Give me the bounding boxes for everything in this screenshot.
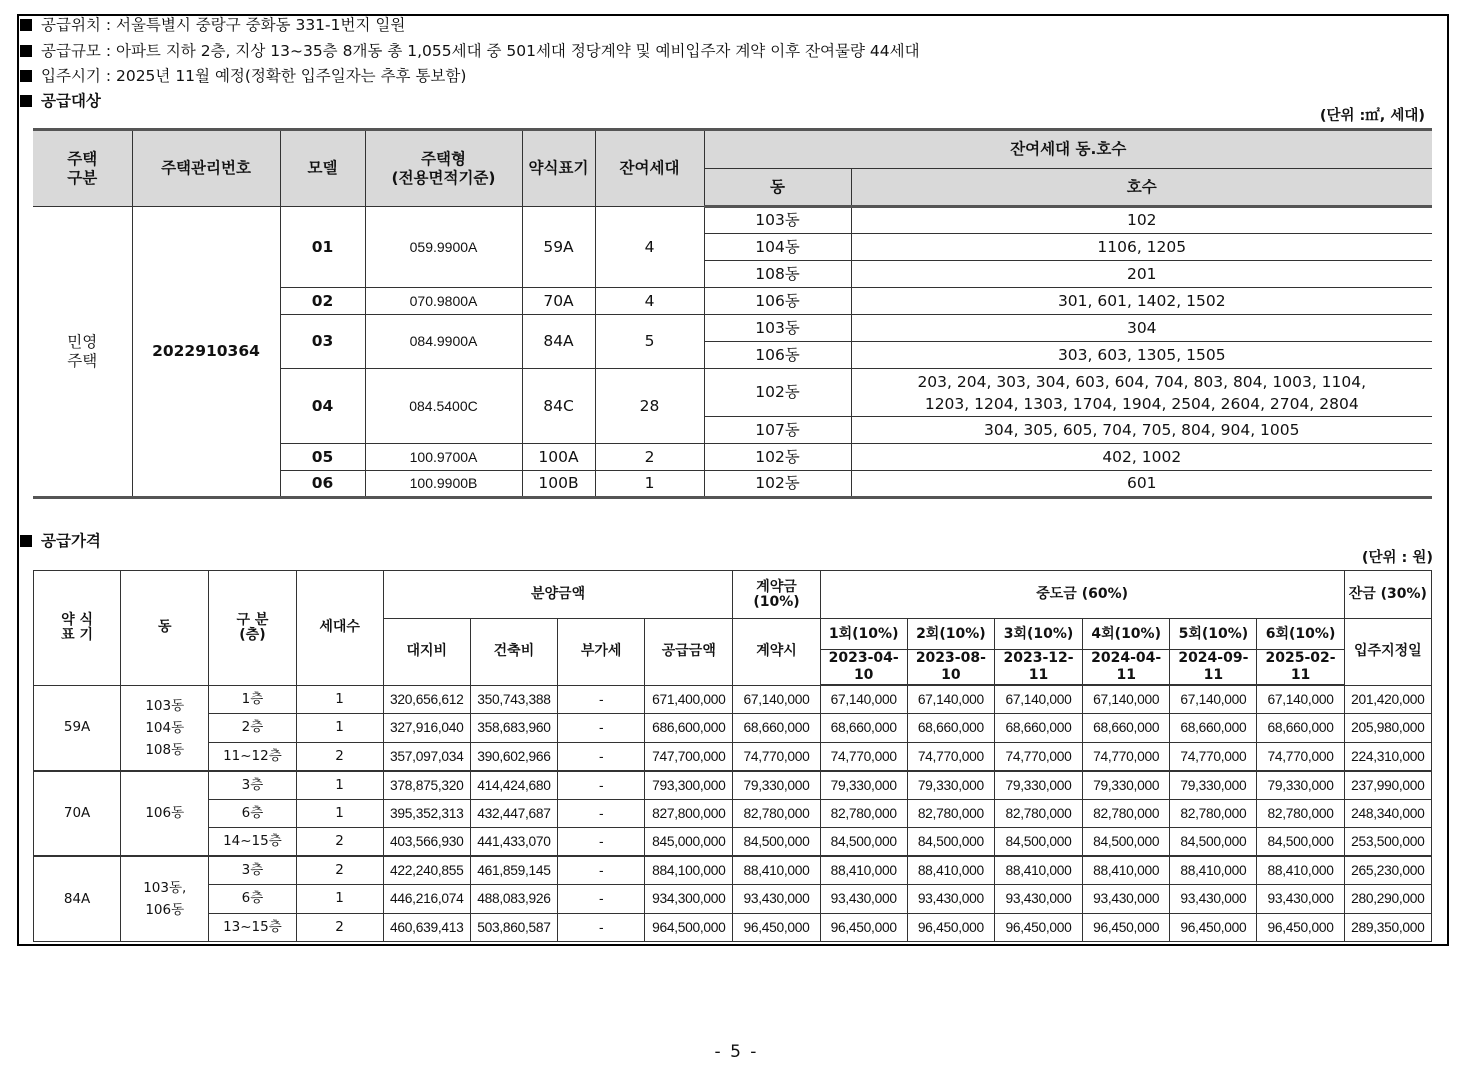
- dong-cell: 107동: [704, 417, 851, 444]
- vat-cell: -: [558, 685, 645, 714]
- abbr-cell: 84C: [522, 369, 595, 444]
- balance-cell: 237,990,000: [1344, 771, 1431, 800]
- price-header-abbr: 약 식 표 기: [34, 571, 121, 686]
- unit-label-won: (단위 : 원): [1361, 550, 1433, 566]
- dong-cell: 106동: [704, 342, 851, 369]
- dong-cell: 104동: [704, 234, 851, 261]
- ho-cell: 304, 305, 605, 704, 705, 804, 904, 1005: [851, 417, 1432, 444]
- installment-date: 2023-08-10: [907, 650, 994, 686]
- installment-amount-cell: 79,330,000: [1257, 771, 1344, 800]
- bullet-square-icon: [20, 70, 32, 82]
- price-row: [34, 856, 1432, 885]
- header-house-type: 주택형 (전용면적기준): [365, 130, 522, 207]
- dong-cell: 106동: [704, 288, 851, 315]
- ho-cell: 402, 1002: [851, 444, 1432, 471]
- supply-price-cell: 964,500,000: [645, 913, 733, 942]
- deposit-cell: 74,770,000: [733, 742, 820, 771]
- deposit-cell: 93,430,000: [733, 885, 820, 914]
- floor-cell: 6층: [209, 799, 296, 828]
- deposit-cell: 82,780,000: [733, 799, 820, 828]
- supply-price-cell: 747,700,000: [645, 742, 733, 771]
- info-line-scale: [20, 41, 920, 61]
- building-price-cell: 358,683,960: [470, 714, 557, 743]
- price-header-floor: 구 분 (층): [209, 571, 296, 686]
- section-title-text: 공급대상: [41, 92, 101, 110]
- deposit-cell: 79,330,000: [733, 771, 820, 800]
- supply-price-cell: 827,800,000: [645, 799, 733, 828]
- price-row: [34, 913, 1432, 942]
- installment-amount-cell: 84,500,000: [1083, 828, 1170, 857]
- balance-cell: 289,350,000: [1344, 913, 1431, 942]
- supply-price-cell: 793,300,000: [645, 771, 733, 800]
- installment-amount-cell: 67,140,000: [1083, 685, 1170, 714]
- section-title-text: 공급가격: [41, 532, 101, 550]
- installment-amount-cell: 68,660,000: [820, 714, 907, 743]
- floor-cell: 3층: [209, 771, 296, 800]
- price-row: [34, 828, 1432, 857]
- balance-cell: 205,980,000: [1344, 714, 1431, 743]
- section-title-supply-price: [20, 531, 101, 551]
- installment-label: 3회(10%): [994, 619, 1082, 650]
- units-cell: 1: [296, 799, 383, 828]
- price-row: [34, 714, 1432, 743]
- supply-price-cell: 884,100,000: [645, 856, 733, 885]
- header-ho: 호수: [851, 169, 1432, 207]
- installment-amount-cell: 79,330,000: [994, 771, 1082, 800]
- land-price-cell: 446,216,074: [383, 885, 470, 914]
- installment-date: 2023-12-11: [994, 650, 1082, 686]
- installment-amount-cell: 84,500,000: [907, 828, 994, 857]
- header-remaining-units: 잔여세대 동.호수: [704, 130, 1432, 169]
- land-price-cell: 395,352,313: [383, 799, 470, 828]
- price-dong-cell: 103동, 106동: [121, 856, 209, 942]
- floor-cell: 3층: [209, 856, 296, 885]
- ho-cell: 303, 603, 1305, 1505: [851, 342, 1432, 369]
- vat-cell: -: [558, 714, 645, 743]
- land-price-cell: 422,240,855: [383, 856, 470, 885]
- bullet-square-icon: [20, 95, 32, 107]
- installment-amount-cell: 67,140,000: [1257, 685, 1344, 714]
- supply-price-cell: 686,600,000: [645, 714, 733, 743]
- info-text: 공급위치 : 서울특별시 중랑구 중화동 331-1번지 일원: [41, 16, 406, 34]
- land-price-cell: 378,875,320: [383, 771, 470, 800]
- supply-price-cell: 671,400,000: [645, 685, 733, 714]
- deposit-cell: 88,410,000: [733, 856, 820, 885]
- installment-amount-cell: 82,780,000: [1170, 799, 1257, 828]
- building-price-cell: 414,424,680: [470, 771, 557, 800]
- installment-amount-cell: 74,770,000: [820, 742, 907, 771]
- installment-amount-cell: 68,660,000: [1170, 714, 1257, 743]
- dong-cell: 103동: [704, 315, 851, 342]
- remaining-cell: 2: [595, 444, 704, 471]
- abbr-cell: 100B: [522, 471, 595, 498]
- installment-label: 6회(10%): [1257, 619, 1344, 650]
- section-title-supply-target: [20, 91, 101, 111]
- deposit-cell: 68,660,000: [733, 714, 820, 743]
- ho-cell: 1106, 1205: [851, 234, 1432, 261]
- price-header-vat: 부가세: [558, 619, 645, 686]
- land-price-cell: 327,916,040: [383, 714, 470, 743]
- building-price-cell: 350,743,388: [470, 685, 557, 714]
- floor-cell: 11~12층: [209, 742, 296, 771]
- balance-cell: 265,230,000: [1344, 856, 1431, 885]
- installment-amount-cell: 84,500,000: [820, 828, 907, 857]
- floor-cell: 13~15층: [209, 913, 296, 942]
- units-cell: 2: [296, 828, 383, 857]
- installment-amount-cell: 93,430,000: [820, 885, 907, 914]
- mgmt-no-cell: 2022910364: [132, 207, 280, 498]
- installment-amount-cell: 79,330,000: [1083, 771, 1170, 800]
- installment-label: 5회(10%): [1170, 619, 1257, 650]
- abbr-cell: 70A: [522, 288, 595, 315]
- bullet-square-icon: [20, 535, 32, 547]
- price-header-land: 대지비: [383, 619, 470, 686]
- price-header-balance: 잔금 (30%): [1344, 571, 1431, 619]
- installment-amount-cell: 82,780,000: [1083, 799, 1170, 828]
- price-header-middle: 중도금 (60%): [820, 571, 1344, 619]
- ho-cell: 301, 601, 1402, 1502: [851, 288, 1432, 315]
- remaining-cell: 5: [595, 315, 704, 369]
- model-cell: 04: [280, 369, 365, 444]
- installment-amount-cell: 96,450,000: [994, 913, 1082, 942]
- supply-price-cell: 845,000,000: [645, 828, 733, 857]
- abbr-cell: 100A: [522, 444, 595, 471]
- installment-amount-cell: 93,430,000: [1170, 885, 1257, 914]
- installment-amount-cell: 68,660,000: [1083, 714, 1170, 743]
- installment-amount-cell: 74,770,000: [1083, 742, 1170, 771]
- house-type-cell: 070.9800A: [365, 288, 522, 315]
- model-cell: 02: [280, 288, 365, 315]
- installment-amount-cell: 93,430,000: [1257, 885, 1344, 914]
- price-header-supply: 공급금액: [645, 619, 733, 686]
- balance-cell: 201,420,000: [1344, 685, 1431, 714]
- units-cell: 1: [296, 771, 383, 800]
- building-price-cell: 441,433,070: [470, 828, 557, 857]
- price-row: [34, 685, 1432, 714]
- dong-cell: 108동: [704, 261, 851, 288]
- price-dong-cell: 106동: [121, 771, 209, 857]
- balance-cell: 224,310,000: [1344, 742, 1431, 771]
- house-type-cell: 100.9700A: [365, 444, 522, 471]
- house-type-cell: 084.9900A: [365, 315, 522, 369]
- price-row: [34, 799, 1432, 828]
- supply-target-table: [33, 128, 1432, 499]
- installment-amount-cell: 93,430,000: [994, 885, 1082, 914]
- vat-cell: -: [558, 828, 645, 857]
- installment-amount-cell: 88,410,000: [1083, 856, 1170, 885]
- installment-date: 2025-02-11: [1257, 650, 1344, 686]
- floor-cell: 6층: [209, 885, 296, 914]
- units-cell: 1: [296, 714, 383, 743]
- abbr-cell: 84A: [522, 315, 595, 369]
- house-type-cell: 100.9900B: [365, 471, 522, 498]
- installment-amount-cell: 74,770,000: [994, 742, 1082, 771]
- installment-amount-cell: 82,780,000: [820, 799, 907, 828]
- price-row: [34, 771, 1432, 800]
- installment-amount-cell: 96,450,000: [820, 913, 907, 942]
- installment-amount-cell: 96,450,000: [1083, 913, 1170, 942]
- remaining-cell: 4: [595, 288, 704, 315]
- price-header-balance-sub: 입주지정일: [1344, 619, 1431, 686]
- building-price-cell: 461,859,145: [470, 856, 557, 885]
- dong-cell: 102동: [704, 471, 851, 498]
- page-number: - 5 -: [714, 1042, 759, 1062]
- units-cell: 2: [296, 742, 383, 771]
- building-price-cell: 432,447,687: [470, 799, 557, 828]
- units-cell: 2: [296, 913, 383, 942]
- price-abbr-cell: 59A: [34, 685, 121, 771]
- housing-type-cell: 민영 주택: [33, 207, 132, 498]
- unit-label-area: (단위 :㎡, 세대): [1319, 108, 1425, 124]
- header-model: 모델: [280, 130, 365, 207]
- info-line-location: [20, 15, 405, 35]
- header-remaining: 잔여세대: [595, 130, 704, 207]
- ho-cell: 201: [851, 261, 1432, 288]
- remaining-cell: 28: [595, 369, 704, 444]
- model-cell: 06: [280, 471, 365, 498]
- land-price-cell: 357,097,034: [383, 742, 470, 771]
- floor-cell: 14~15층: [209, 828, 296, 857]
- installment-amount-cell: 74,770,000: [1257, 742, 1344, 771]
- price-header-units: 세대수: [296, 571, 383, 686]
- installment-amount-cell: 84,500,000: [1257, 828, 1344, 857]
- deposit-cell: 67,140,000: [733, 685, 820, 714]
- building-price-cell: 488,083,926: [470, 885, 557, 914]
- ho-cell: 203, 204, 303, 304, 603, 604, 704, 803, 804, 1003, 1104, 1203, 1204, 1303, 1704, 1904, 2504, 2604, 2704, 2804: [851, 369, 1432, 417]
- units-cell: 1: [296, 885, 383, 914]
- price-header-deposit: 계약금 (10%): [733, 571, 820, 619]
- installment-date: 2023-04-10: [820, 650, 907, 686]
- header-mgmt-no: 주택관리번호: [132, 130, 280, 207]
- vat-cell: -: [558, 742, 645, 771]
- house-type-cell: 084.5400C: [365, 369, 522, 444]
- ho-cell: 601: [851, 471, 1432, 498]
- abbr-cell: 59A: [522, 207, 595, 288]
- deposit-cell: 96,450,000: [733, 913, 820, 942]
- ho-cell: 304: [851, 315, 1432, 342]
- header-abbr: 약식표기: [522, 130, 595, 207]
- installment-amount-cell: 68,660,000: [994, 714, 1082, 743]
- installment-amount-cell: 88,410,000: [907, 856, 994, 885]
- installment-amount-cell: 82,780,000: [907, 799, 994, 828]
- installment-amount-cell: 88,410,000: [994, 856, 1082, 885]
- header-housing-type: 주택 구분: [33, 130, 132, 207]
- info-text: 공급규모 : 아파트 지하 2층, 지상 13~35층 8개동 총 1,055세대 중 501세대 정당계약 및 예비입주자 계약 이후 잔여물량 44세대: [41, 42, 920, 60]
- price-row: [34, 742, 1432, 771]
- vat-cell: -: [558, 913, 645, 942]
- installment-amount-cell: 88,410,000: [820, 856, 907, 885]
- installment-amount-cell: 67,140,000: [1170, 685, 1257, 714]
- model-cell: 03: [280, 315, 365, 369]
- dong-cell: 102동: [704, 369, 851, 417]
- bullet-square-icon: [20, 19, 32, 31]
- vat-cell: -: [558, 771, 645, 800]
- vat-cell: -: [558, 856, 645, 885]
- installment-amount-cell: 84,500,000: [1170, 828, 1257, 857]
- installment-amount-cell: 68,660,000: [907, 714, 994, 743]
- installment-date: 2024-09-11: [1170, 650, 1257, 686]
- bullet-square-icon: [20, 45, 32, 57]
- installment-amount-cell: 67,140,000: [820, 685, 907, 714]
- price-dong-cell: 103동 104동 108동: [121, 685, 209, 771]
- installment-amount-cell: 96,450,000: [1257, 913, 1344, 942]
- supply-price-cell: 934,300,000: [645, 885, 733, 914]
- installment-label: 4회(10%): [1083, 619, 1170, 650]
- land-price-cell: 320,656,612: [383, 685, 470, 714]
- installment-amount-cell: 88,410,000: [1170, 856, 1257, 885]
- model-cell: 05: [280, 444, 365, 471]
- building-price-cell: 390,602,966: [470, 742, 557, 771]
- installment-amount-cell: 67,140,000: [907, 685, 994, 714]
- installment-amount-cell: 74,770,000: [1170, 742, 1257, 771]
- vat-cell: -: [558, 885, 645, 914]
- installment-amount-cell: 93,430,000: [1083, 885, 1170, 914]
- installment-amount-cell: 96,450,000: [907, 913, 994, 942]
- model-cell: 01: [280, 207, 365, 288]
- land-price-cell: 460,639,413: [383, 913, 470, 942]
- installment-amount-cell: 79,330,000: [820, 771, 907, 800]
- header-dong: 동: [704, 169, 851, 207]
- installment-amount-cell: 82,780,000: [1257, 799, 1344, 828]
- house-type-cell: 059.9900A: [365, 207, 522, 288]
- land-price-cell: 403,566,930: [383, 828, 470, 857]
- building-price-cell: 503,860,587: [470, 913, 557, 942]
- price-abbr-cell: 84A: [34, 856, 121, 942]
- remaining-cell: 4: [595, 207, 704, 288]
- installment-amount-cell: 96,450,000: [1170, 913, 1257, 942]
- deposit-cell: 84,500,000: [733, 828, 820, 857]
- installment-amount-cell: 67,140,000: [994, 685, 1082, 714]
- balance-cell: 253,500,000: [1344, 828, 1431, 857]
- price-row: [34, 885, 1432, 914]
- price-header-building: 건축비: [470, 619, 557, 686]
- dong-cell: 102동: [704, 444, 851, 471]
- balance-cell: 280,290,000: [1344, 885, 1431, 914]
- price-abbr-cell: 70A: [34, 771, 121, 857]
- supply-price-table: [33, 570, 1432, 942]
- installment-label: 2회(10%): [907, 619, 994, 650]
- price-header-dong: 동: [121, 571, 209, 686]
- installment-amount-cell: 88,410,000: [1257, 856, 1344, 885]
- info-text: 입주시기 : 2025년 11월 예정(정확한 입주일자는 추후 통보함): [41, 67, 467, 85]
- units-cell: 2: [296, 856, 383, 885]
- dong-cell: 103동: [704, 207, 851, 234]
- installment-amount-cell: 84,500,000: [994, 828, 1082, 857]
- price-header-sale-price: 분양금액: [383, 571, 733, 619]
- price-header-deposit-sub: 계약시: [733, 619, 820, 686]
- balance-cell: 248,340,000: [1344, 799, 1431, 828]
- installment-amount-cell: 93,430,000: [907, 885, 994, 914]
- floor-cell: 1층: [209, 685, 296, 714]
- installment-label: 1회(10%): [820, 619, 907, 650]
- floor-cell: 2층: [209, 714, 296, 743]
- units-cell: 1: [296, 685, 383, 714]
- installment-amount-cell: 82,780,000: [994, 799, 1082, 828]
- installment-amount-cell: 74,770,000: [907, 742, 994, 771]
- info-line-move-in: [20, 66, 466, 86]
- ho-cell: 102: [851, 207, 1432, 234]
- installment-date: 2024-04-11: [1083, 650, 1170, 686]
- installment-amount-cell: 68,660,000: [1257, 714, 1344, 743]
- installment-amount-cell: 79,330,000: [1170, 771, 1257, 800]
- remaining-cell: 1: [595, 471, 704, 498]
- vat-cell: -: [558, 799, 645, 828]
- installment-amount-cell: 79,330,000: [907, 771, 994, 800]
